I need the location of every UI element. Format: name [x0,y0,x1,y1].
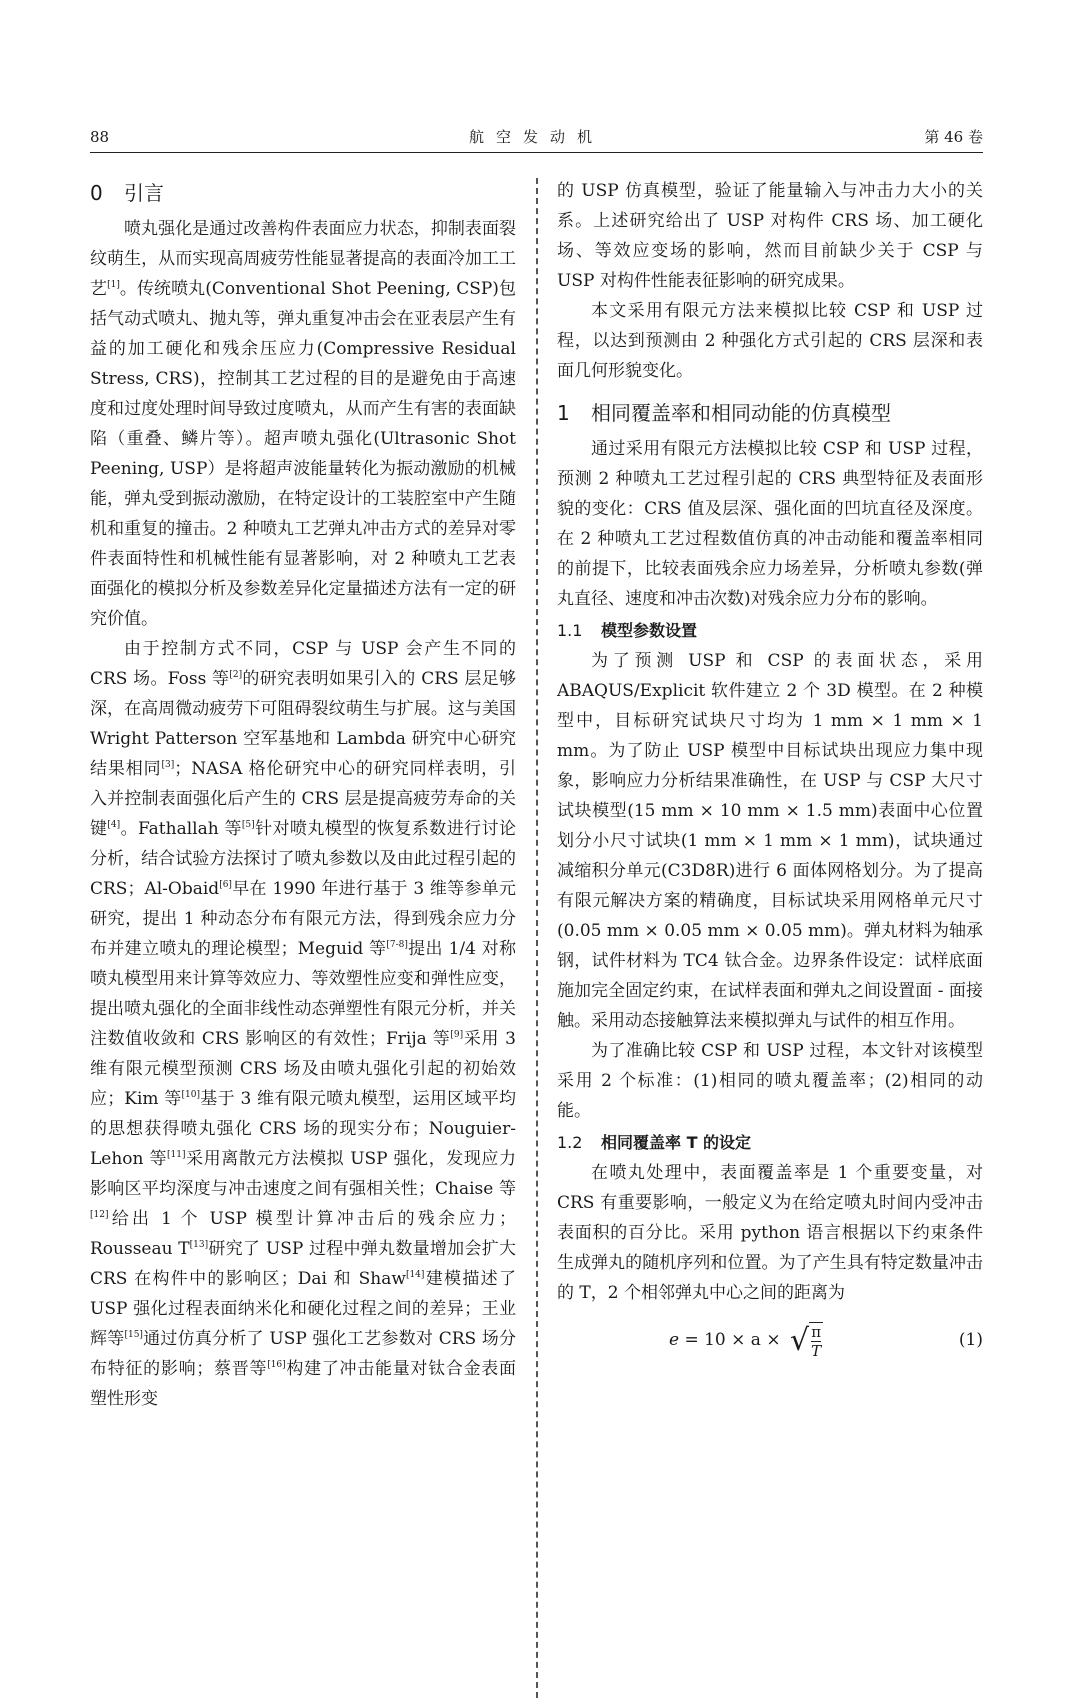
running-header [90,126,983,148]
volume-label: 第 46 卷 [924,128,983,146]
paragraph-section-1-1: 为了预测 USP 和 CSP 的表面状态，采用 ABAQUS/Explicit 软件建立 2 个 3D 模型。在 2 种模型中，目标研究试块尺寸均为 1 mm × 1 mm × 1 mm。为了防止 USP 模型中目标试块出现应力集中现象，影响应力分析结果准确性，在 USP 与 CSP 大尺寸试块模型(15 mm × 10 mm × 1.5 mm)表面中心位置划分小尺寸试块(1 mm × 1 mm × 1 mm)，试块通过减缩积分单元(C3D8R)进行 6 面体网格划分。为了提高有限元解决方案的精确度，目标试块采用网格单元尺寸(0.05 mm × 0.05 mm × 0.05 mm)。弹丸材料为轴承钢，试件材料为 TC4 钛合金。边界条件设定：试样底面施加完全固定约束，在试样表面和弹丸之间设置面 - 面接触。采用动态接触算法来模拟弹丸与试件的相互作用。 [557,651,983,1031]
paragraph-intro-3: 本文采用有限元方法来模拟比较 CSP 和 USP 过程，以达到预测由 2 种强化方式引起的 CRS 层深和表面几何形貌变化。 [557,301,983,381]
paragraph-section-1-2: 在喷丸处理中，表面覆盖率是 1 个重要变量，对 CRS 有重要影响，一般定义为在给定喷丸时间内受冲击表面积的百分比。采用 python 语言根据以下约束条件生成弹丸的随机序列和位置。为了产生具有特定数量冲击的 T，2 个相邻弹丸中心之间的距离为 [557,1163,983,1303]
column-divider [536,178,538,1698]
left-column [90,176,516,1414]
subsection-heading-1-1: 1.1 模型参数设置 [557,621,698,640]
paragraph-section-1: 通过采用有限元方法模拟比较 CSP 和 USP 过程，预测 2 种喷丸工艺过程引起的 CRS 典型特征及表面形貌的变化：CRS 值及层深、强化面的凹坑直径及深度。在 2 种喷丸工艺过程数值仿真的冲击动能和覆盖率相同的前提下，比较表面残余应力场差异，分析喷丸参数(弹丸直径、速度和冲击次数)对残余应力分布的影响。 [557,439,983,609]
paragraph-intro-2: 由于控制方式不同，CSP 与 USP 会产生不同的 CRS 场。Foss 等[2]的研究表明如果引入的 CRS 层足够深，在高周微动疲劳下可阻碍裂纹萌生与扩展。这与美国 Wright Patterson 空军基地和 Lambda 研究中心研究结果相同[3]；NASA 格伦研究中心的研究同样表明，引入并控制表面强化后产生的 CRS 层是提高疲劳寿命的关键[4]。Fathallah 等[5]针对喷丸模型的恢复系数进行讨论分析，结合试验方法探讨了喷丸参数以及由此过程引起的 CRS；Al-Obaid[6]早在 1990 年进行基于 3 维等参单元研究，提出 1 种动态分布有限元方法，得到残余应力分布并建立喷丸的理论模型；Meguid 等[7-8]提出 1/4 对称喷丸模型用来计算等效应力、等效塑性应变和弹性应变，提出喷丸强化的全面非线性动态弹塑性有限元分析，并关注数值收敛和 CRS 影响区的有效性；Frija 等[9]采用 3 维有限元模型预测 CRS 场及由喷丸强化引起的初始效应；Kim 等[10]基于 3 维有限元喷丸模型，运用区域平均的思想获得喷丸强化 CRS 场的现实分布；Nouguier-Lehon 等[11]采用离散元方法模拟 USP 强化，发现应力影响区平均深度与冲击速度之间有强相关性；Chaise 等[12]给出 1 个 USP 模型计算冲击后的残余应力；Rousseau T[13]研究了 USP 过程中弹丸数量增加会扩大 CRS 在构件中的影响区；Dai 和 Shaw[14]建模描述了 USP 强化过程表面纳米化和硬化过程之间的差异；王业辉等[15]通过仿真分析了 USP 强化工艺参数对 CRS 场分布特征的影响；蔡晋等[16]构建了冲击能量对钛合金表面塑性形变 [90,639,517,1409]
section-heading-0: 0 引言 [90,181,164,205]
journal-name: 航空发动机 [468,128,604,146]
sqrt-symbol: √ $\frac{\pi}{T}$ [790,1323,822,1360]
subsection-heading-1-2: 1.2 相同覆盖率 T 的设定 [557,1133,752,1152]
paragraph-continued: 的 USP 仿真模型，验证了能量输入与冲击力大小的关系。上述研究给出了 USP 对构件 CRS 场、加工硬化场、等效应变场的影响，然而目前缺少关于 CSP 与 USP 对构件性能表征影响的研究成果。 [557,181,983,291]
paragraph-intro-1: 喷丸强化是通过改善构件表面应力状态，抑制表面裂纹萌生，从而实现高周疲劳性能显著提高的表面冷加工工艺[1]。传统喷丸(Conventional Shot Peening, CSP)包括气动式喷丸、抛丸等，弹丸重复冲击会在亚表层产生有益的加工硬化和残余压应力(Compressive Residual Stress, CRS)，控制其工艺过程的目的是避免由于高速度和过度处理时间导致过度喷丸，从而产生有害的表面缺陷（重叠、鳞片等）。超声喷丸强化(Ultrasonic Shot Peening, USP）是将超声波能量转化为振动激励的机械能，弹丸受到振动激励，在特定设计的工装腔室中产生随机和重复的撞击。2 种喷丸工艺弹丸冲击方式的差异对零件表面特性和机械性能有显著影响，对 2 种喷丸工艺表面强化的模拟分析及参数差异化定量描述方法有一定的研究价值。 [90,219,516,629]
equation-number: (1) [958,1330,983,1350]
paragraph-section-1-1b: 为了准确比较 CSP 和 USP 过程，本文针对该模型采用 2 个标准：(1)相同的喷丸覆盖率；(2)相同的动能。 [557,1041,983,1121]
header-rule [90,152,983,153]
page-number: 88 [90,128,110,146]
right-column [557,176,983,1366]
equation-1 [557,1314,983,1366]
equation-expression: e = 10 × a × √ $\frac{\pi}{T}$ [669,1314,823,1367]
section-heading-1: 1 相同覆盖率和相同动能的仿真模型 [557,401,891,425]
